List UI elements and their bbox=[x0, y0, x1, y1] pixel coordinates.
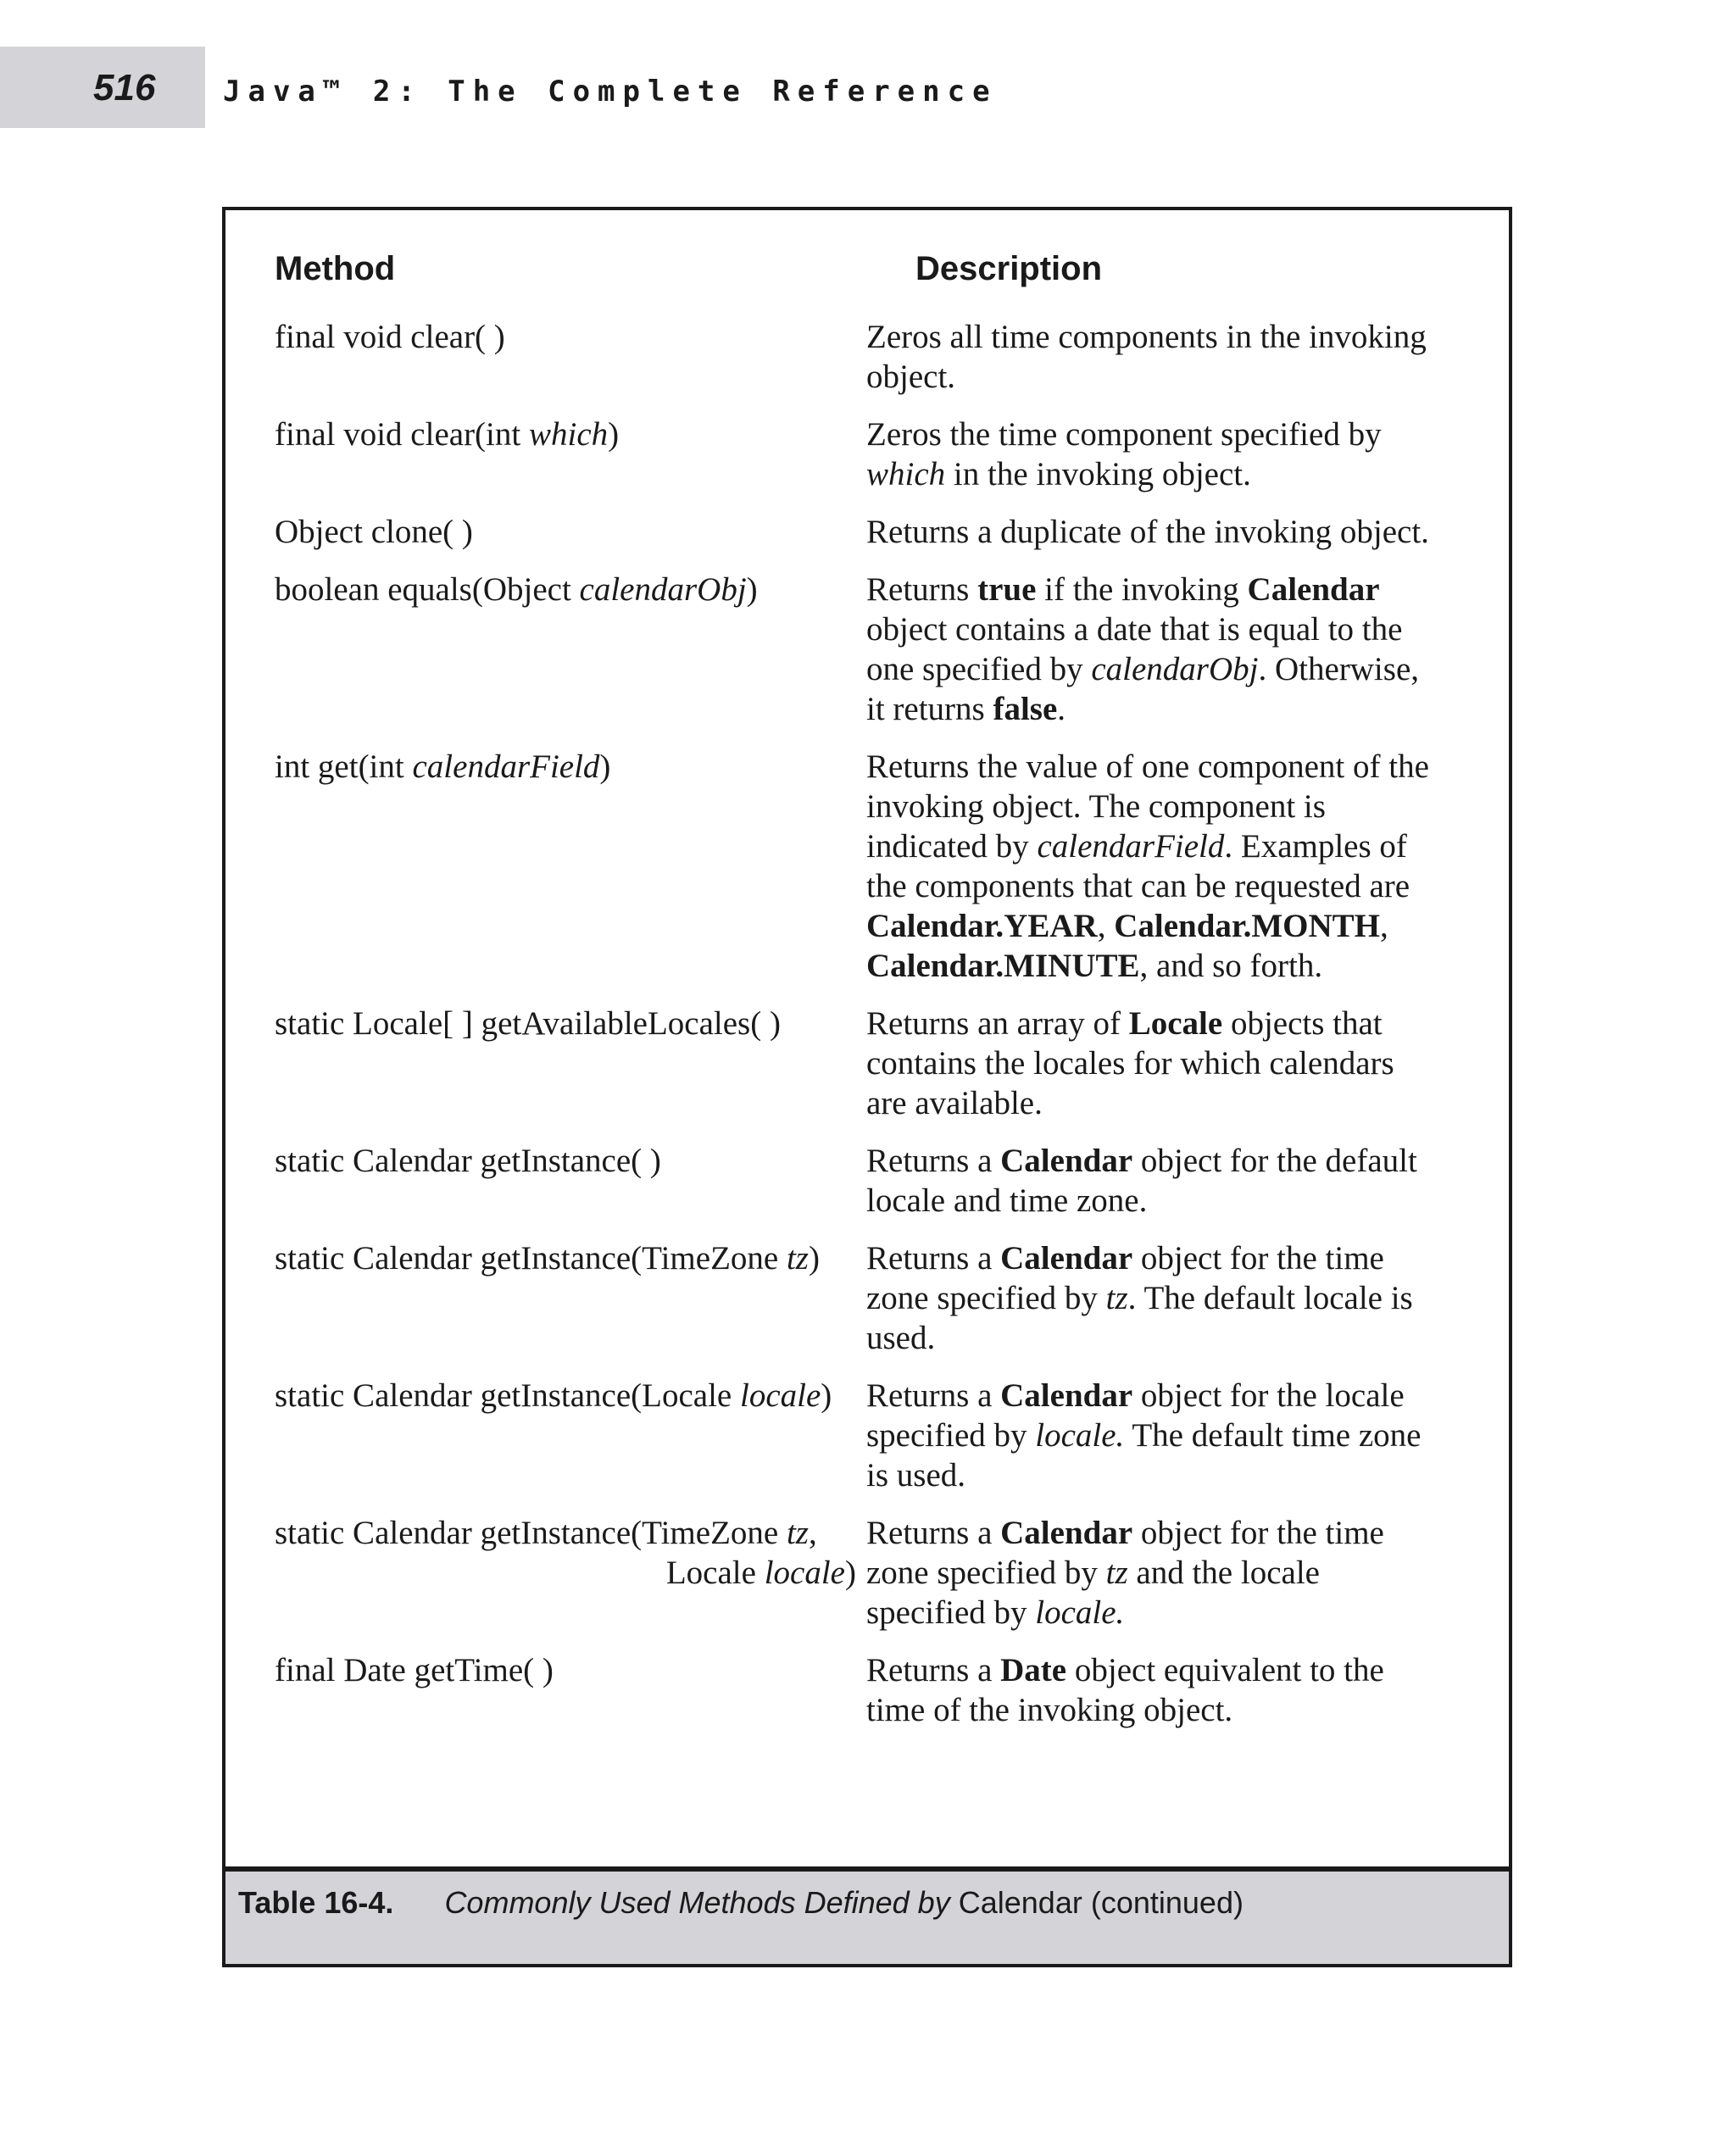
method-signature bbox=[225, 512, 866, 552]
text-run: Returns a duplicate of the invoking object. bbox=[866, 514, 1429, 550]
italic-term: locale bbox=[739, 1377, 821, 1414]
table-row bbox=[225, 570, 1509, 729]
bold-term: Calendar bbox=[1000, 1377, 1133, 1414]
method-signature-text bbox=[275, 416, 619, 453]
bold-term: Calendar bbox=[1247, 571, 1380, 608]
bold-term: Calendar.MONTH bbox=[1114, 908, 1381, 944]
method-description bbox=[866, 1513, 1439, 1633]
caption-class-name: Calendar bbox=[958, 1885, 1082, 1920]
method-signature bbox=[225, 1376, 866, 1495]
methods-table bbox=[222, 207, 1512, 1901]
text-run: Returns an array of bbox=[866, 1005, 1129, 1042]
text-run: Zeros all time components in the invoking object. bbox=[866, 319, 1427, 395]
method-description bbox=[866, 1650, 1439, 1730]
table-row bbox=[225, 1238, 1509, 1358]
method-description bbox=[866, 512, 1439, 552]
running-title: Java™ 2: The Complete Reference bbox=[223, 75, 998, 108]
text-run: in the invoking object. bbox=[945, 456, 1251, 492]
text-run: ) bbox=[746, 571, 758, 608]
column-header-method: Method bbox=[275, 250, 396, 287]
text-run: , bbox=[808, 1515, 817, 1551]
italic-term: locale. bbox=[1035, 1417, 1125, 1454]
italic-term: locale. bbox=[1035, 1594, 1125, 1631]
text-run: Returns bbox=[866, 571, 978, 608]
method-signature-text bbox=[275, 748, 610, 785]
text-run: Locale bbox=[665, 1555, 765, 1591]
method-description bbox=[866, 1004, 1439, 1123]
method-signature-text bbox=[275, 1005, 781, 1042]
text-run: and the locale specified by bbox=[866, 1555, 1320, 1631]
table-row bbox=[225, 414, 1509, 494]
text-run: Returns a bbox=[866, 1377, 1001, 1414]
method-description bbox=[866, 747, 1439, 986]
method-signature bbox=[225, 1650, 866, 1730]
text-run: object for the time zone specified by bbox=[866, 1240, 1384, 1316]
method-signature bbox=[225, 1238, 866, 1358]
text-run: static Calendar getInstance(Locale bbox=[275, 1377, 740, 1414]
bold-term: Calendar bbox=[1000, 1515, 1133, 1551]
text-run: if the invoking bbox=[1036, 571, 1248, 608]
text-run: static Calendar getInstance(TimeZone bbox=[275, 1515, 787, 1551]
italic-term: calendarField bbox=[412, 748, 600, 785]
text-run: final void clear( ) bbox=[275, 319, 505, 355]
italic-term: tz bbox=[786, 1515, 809, 1551]
italic-term: tz bbox=[1105, 1555, 1128, 1591]
text-run: boolean equals(Object bbox=[275, 571, 580, 608]
text-run: Returns a bbox=[866, 1143, 1001, 1179]
text-run: ) bbox=[599, 748, 611, 785]
text-run: final void clear(int bbox=[275, 416, 529, 453]
bold-term: Locale bbox=[1128, 1005, 1223, 1042]
bold-term: Calendar.YEAR bbox=[866, 908, 1098, 944]
table-row bbox=[225, 1513, 1509, 1633]
column-header-description: Description bbox=[915, 250, 1103, 287]
method-signature-continuation bbox=[275, 1553, 866, 1593]
text-run: objects that contains the locales for which calendars are available. bbox=[866, 1005, 1394, 1121]
method-description bbox=[866, 570, 1439, 729]
table-row bbox=[225, 1004, 1509, 1123]
text-run: Returns a bbox=[866, 1240, 1001, 1277]
text-run: int get(int bbox=[275, 748, 413, 785]
text-run: ) bbox=[845, 1555, 856, 1591]
bold-term: false bbox=[993, 691, 1058, 727]
text-run: ) bbox=[608, 416, 620, 453]
italic-term: tz bbox=[786, 1240, 809, 1277]
caption-suffix: (continued) bbox=[1090, 1885, 1244, 1920]
method-signature-text bbox=[275, 571, 758, 608]
method-description bbox=[866, 1376, 1439, 1495]
method-signature bbox=[225, 414, 866, 494]
text-run: final Date getTime( ) bbox=[275, 1652, 554, 1688]
italic-term: which bbox=[866, 456, 946, 492]
text-run: object equivalent to the time of the invoking object. bbox=[866, 1652, 1384, 1728]
text-run: object contains a date that is equal to the one specified by bbox=[866, 611, 1403, 687]
table-row bbox=[225, 317, 1509, 397]
bold-term: Calendar bbox=[1000, 1240, 1133, 1277]
italic-term: calendarObj bbox=[1091, 651, 1259, 687]
method-signature bbox=[225, 1513, 866, 1633]
table-row bbox=[225, 1376, 1509, 1495]
table-row bbox=[225, 1650, 1509, 1730]
text-run: . The default locale is used. bbox=[866, 1280, 1413, 1356]
method-signature bbox=[225, 747, 866, 986]
method-signature-text bbox=[275, 1377, 832, 1414]
text-run: , bbox=[1097, 908, 1115, 944]
method-signature bbox=[225, 1004, 866, 1123]
italic-term: calendarField bbox=[1037, 828, 1225, 865]
text-run: ) bbox=[821, 1377, 832, 1414]
method-signature-text bbox=[275, 514, 473, 550]
text-run: . bbox=[1057, 691, 1066, 727]
bold-term: true bbox=[977, 571, 1037, 608]
caption-label: Table 16-4. bbox=[238, 1885, 394, 1920]
method-description bbox=[866, 1141, 1439, 1221]
text-run: Zeros the time component specified by bbox=[866, 416, 1382, 453]
method-signature-text bbox=[275, 1240, 820, 1277]
bold-term: Calendar.MINUTE bbox=[866, 948, 1140, 984]
table-caption bbox=[238, 1883, 1244, 1922]
bold-term: Calendar bbox=[1000, 1143, 1133, 1179]
text-run: object for the default locale and time zone. bbox=[866, 1143, 1417, 1219]
method-signature bbox=[225, 570, 866, 729]
italic-term: tz bbox=[1105, 1280, 1128, 1316]
text-run: static Calendar getInstance( ) bbox=[275, 1143, 661, 1179]
caption-title: Commonly Used Methods Defined by bbox=[444, 1885, 950, 1920]
method-signature-text bbox=[275, 1143, 661, 1179]
table-row bbox=[225, 747, 1509, 986]
table-body bbox=[225, 210, 1509, 1872]
text-run: . Examples of the components that can be requested are bbox=[866, 828, 1410, 904]
method-signature-text bbox=[275, 319, 505, 355]
text-run: static Calendar getInstance(TimeZone bbox=[275, 1240, 787, 1277]
text-run: Returns the value of one component of the invoking object. The component is indicated by bbox=[866, 748, 1429, 865]
page-number: 516 bbox=[93, 67, 156, 108]
text-run: ) bbox=[808, 1240, 820, 1277]
italic-term: locale bbox=[764, 1555, 845, 1591]
method-description bbox=[866, 317, 1439, 397]
table-row bbox=[225, 1141, 1509, 1221]
method-signature bbox=[225, 1141, 866, 1221]
text-run: object for the time zone specified by bbox=[866, 1515, 1384, 1591]
text-run: Returns a bbox=[866, 1515, 1001, 1551]
method-signature-text bbox=[275, 1652, 554, 1688]
text-run: , bbox=[1380, 908, 1388, 944]
table-row bbox=[225, 512, 1509, 552]
text-run: , and so forth. bbox=[1139, 948, 1323, 984]
italic-term: calendarObj bbox=[579, 571, 747, 608]
table-rows bbox=[225, 317, 1509, 1748]
method-signature-text bbox=[275, 1515, 817, 1551]
text-run: Object clone( ) bbox=[275, 514, 473, 550]
method-description bbox=[866, 414, 1439, 494]
italic-term: which bbox=[528, 416, 609, 453]
text-run: object for the locale specified by bbox=[866, 1377, 1405, 1454]
text-run: The default time zone is used. bbox=[866, 1417, 1422, 1494]
method-signature bbox=[225, 317, 866, 397]
text-run: . Otherwise, it returns bbox=[866, 651, 1420, 727]
text-run: static Locale[ ] getAvailableLocales( ) bbox=[275, 1005, 781, 1042]
text-run: Returns a bbox=[866, 1652, 1001, 1688]
bold-term: Date bbox=[1000, 1652, 1067, 1688]
method-description bbox=[866, 1238, 1439, 1358]
